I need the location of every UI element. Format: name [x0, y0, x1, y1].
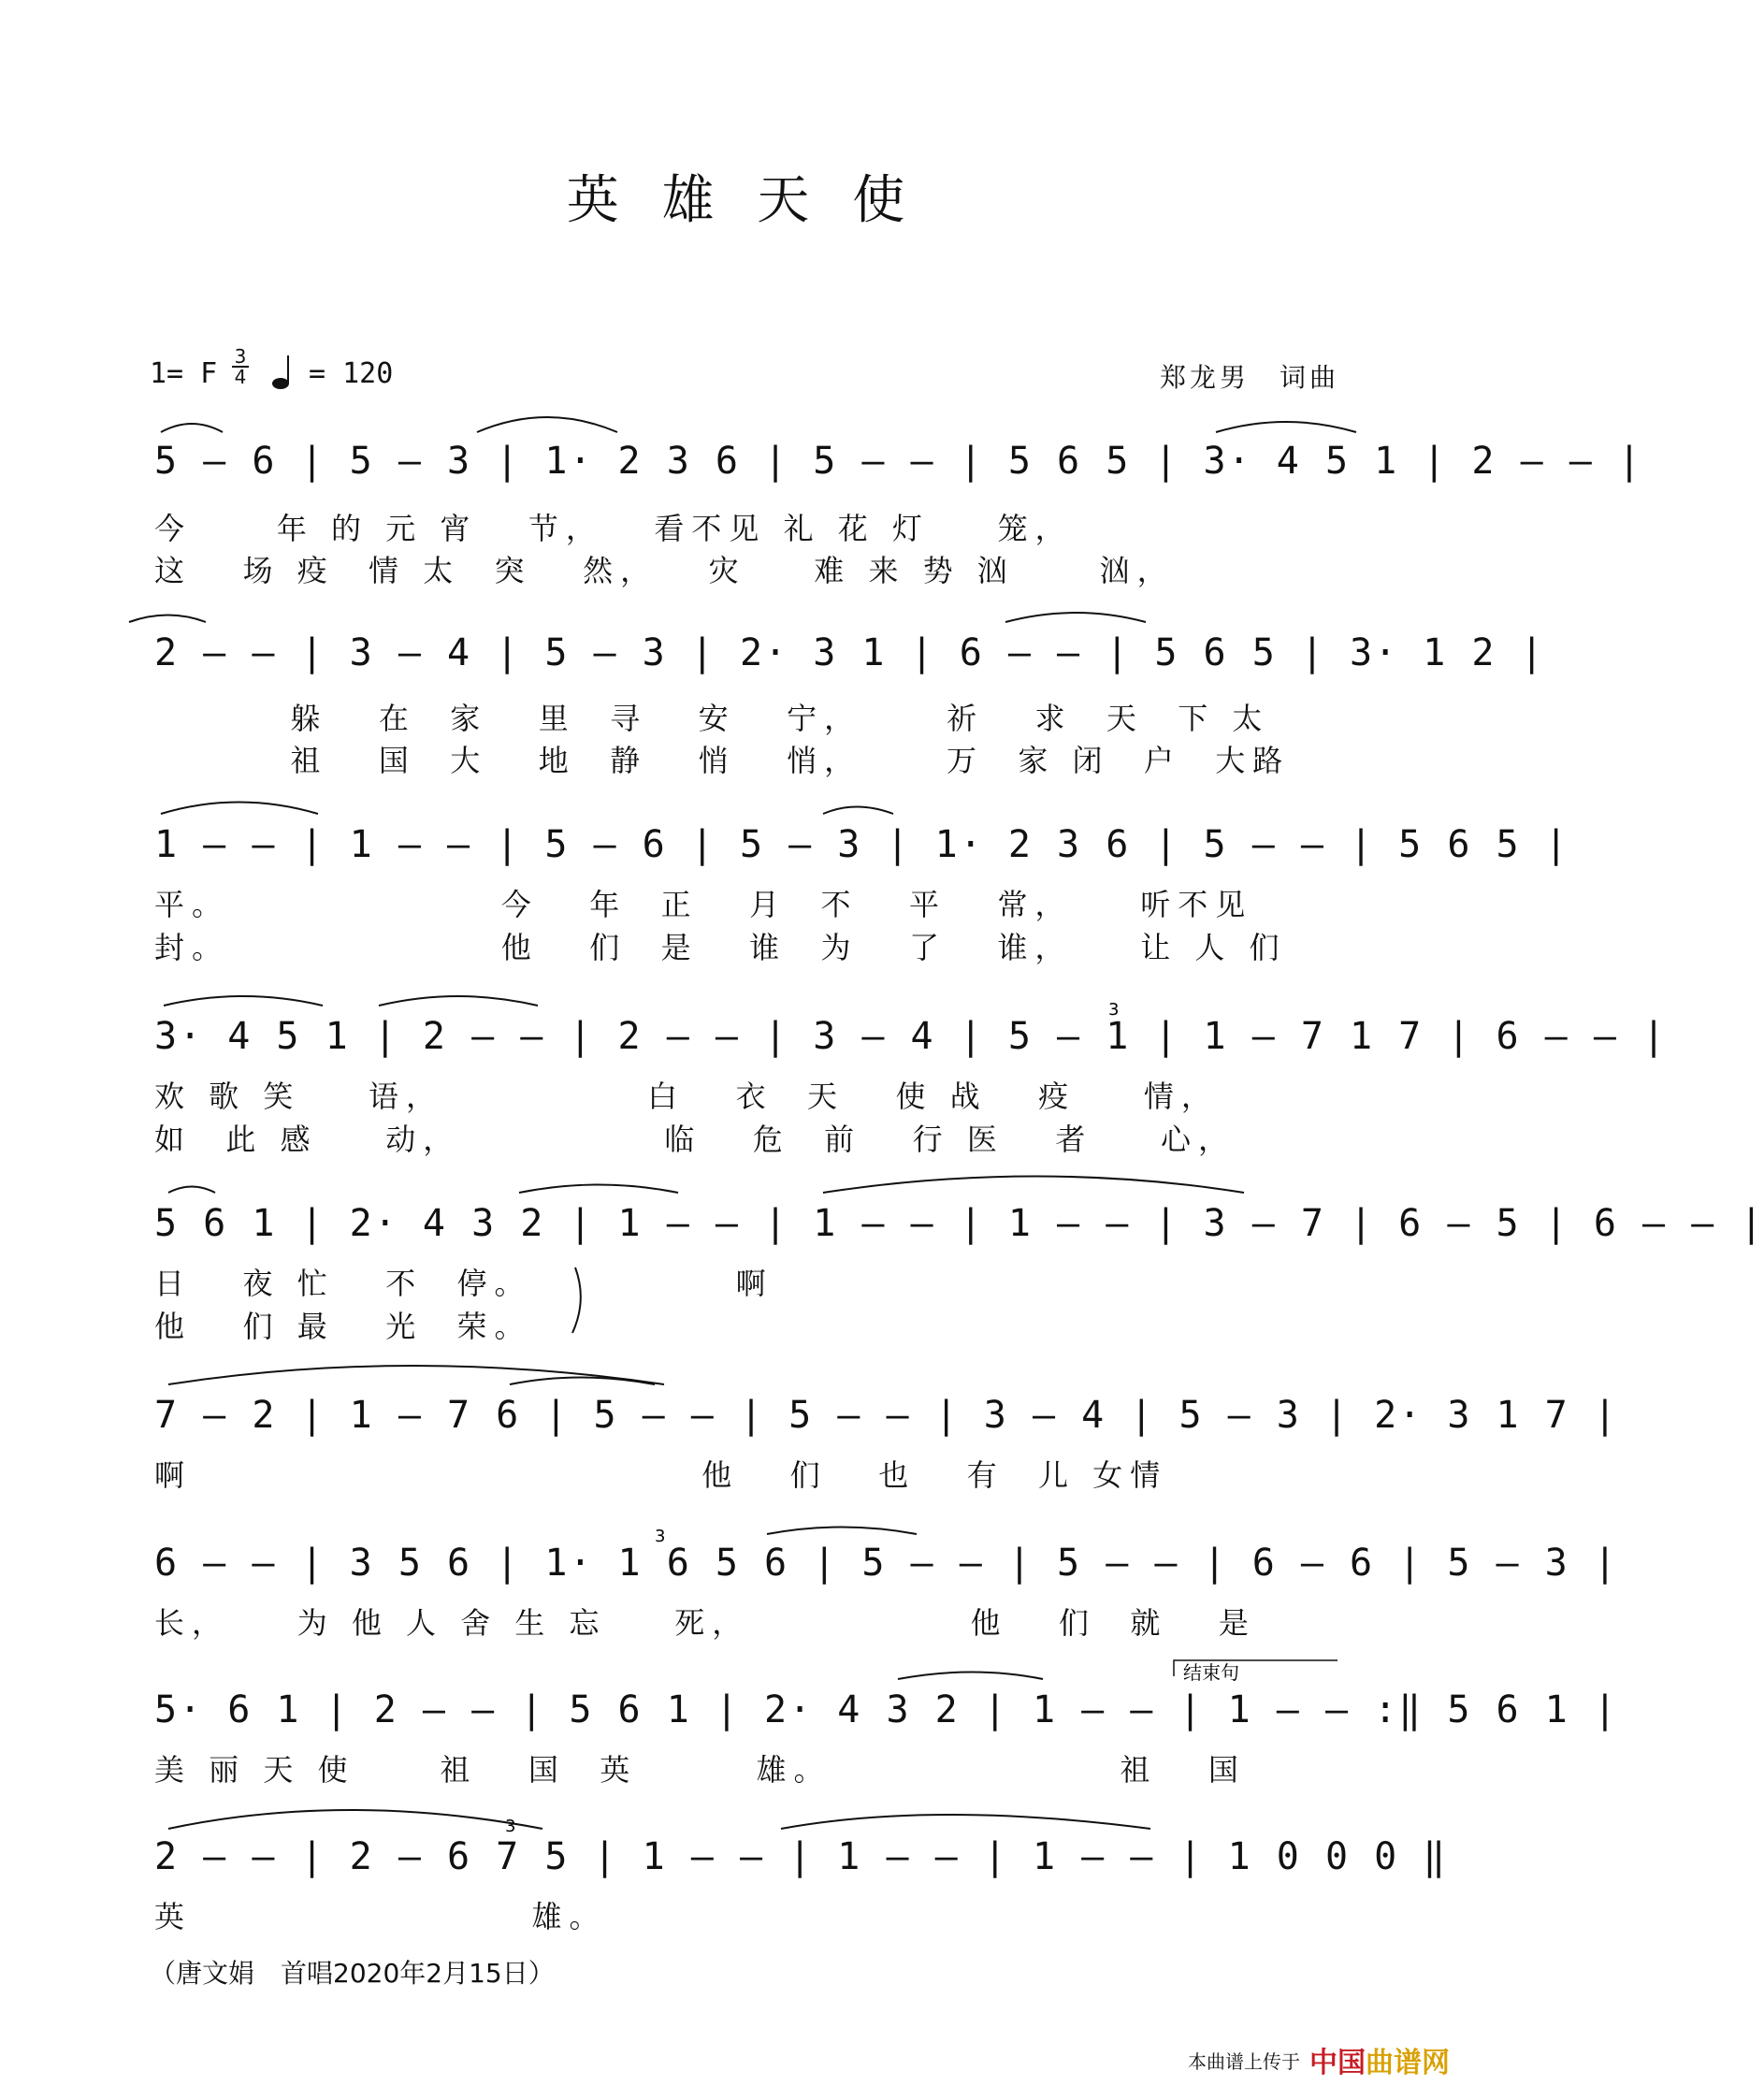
- notes-line: 2 – – | 3 – 4 | 5 – 3 | 2· 3 1 | 6 – – | 5 6 5 | 3· 1 2 |: [154, 631, 1545, 674]
- premiere-footnote: （唐文娟 首唱2020年2月15日）: [150, 1958, 555, 1989]
- site-logo: [1309, 2039, 1450, 2080]
- lyric-verse-2: 封。 他 们 是 谁 为 了 谁， 让 人 们: [154, 930, 1287, 965]
- notes-line: 5 6 1 | 2· 4 3 2 | 1 – – | 1 – – | 1 – – | 3 – 7 | 6 – 5 | 6 – – |: [154, 1202, 1764, 1245]
- time-sig-top: 3: [234, 345, 247, 368]
- lyric-verse-2: 他 们 最 光 荣。: [154, 1309, 532, 1344]
- key-signature: 1= F: [150, 357, 218, 390]
- lyric-verse-2: 这 场 疫 情 太 突 然， 灾 难 来 势 汹 汹，: [154, 553, 1175, 588]
- triplet-mark-3: 3: [505, 1817, 516, 1836]
- composer-credit: 郑龙男 词曲: [1159, 362, 1339, 393]
- notes-line: 3· 4 5 1 | 2 – – | 2 – – | 3 – 4 | 5 – 1 | 1 – 7 1 7 | 6 – – |: [154, 1015, 1668, 1058]
- time-sig-bottom: 4: [234, 366, 247, 388]
- tempo-marking: = 120: [309, 357, 394, 390]
- lyric-verse-1: 今 年 的 元 宵 节， 看不见 礼 花 灯 笼，: [154, 511, 1073, 546]
- triplet-mark-2: 3: [655, 1527, 666, 1546]
- notes-line: 2 – – | 2 – 6 7 5 | 1 – – | 1 – – | 1 – – | 1 0 0 0 ‖: [154, 1835, 1448, 1878]
- ending-label: 结束句: [1183, 1661, 1239, 1684]
- upload-text: 本曲谱上传于: [1188, 2050, 1300, 2073]
- lyric-verse-1: 英 雄。: [154, 1899, 607, 1934]
- notes-line: 5 – 6 | 5 – 3 | 1· 2 3 6 | 5 – – | 5 6 5 | 3· 4 5 1 | 2 – – |: [154, 440, 1643, 483]
- lyric-verse-1: 日 夜 忙 不 停。 啊: [154, 1266, 774, 1301]
- notes-line: 1 – – | 1 – – | 5 – 6 | 5 – 3 | 1· 2 3 6 | 5 – – | 5 6 5 |: [154, 823, 1569, 866]
- lyric-verse-1: 美 丽 天 使 祖 国 英 雄。 祖 国: [154, 1752, 1246, 1788]
- logo-main: 中国: [1309, 2047, 1366, 2079]
- lyric-verse-1: 平。 今 年 正 月 不 平 常， 听不见: [154, 887, 1253, 922]
- song-title: 英 雄 天 使: [566, 170, 918, 231]
- lyric-verse-2: 祖 国 大 地 静 悄 悄， 万 家 闭 户 大路: [154, 743, 1291, 778]
- triplet-mark-1: 3: [1108, 1000, 1120, 1020]
- lyric-verse-1: 长， 为 他 人 舍 生 忘 死， 他 们 就 是: [154, 1605, 1256, 1641]
- lyric-verse-1: 啊 他 们 也 有 儿 女情: [154, 1457, 1168, 1493]
- lyric-verse-1: 躲 在 家 里 寻 安 宁， 祈 求 天 下 太: [154, 701, 1270, 736]
- logo-accent: 曲谱网: [1366, 2047, 1450, 2079]
- lyric-verse-1: 欢 歌 笑 语， 白 衣 天 使 战 疫 情，: [154, 1079, 1219, 1114]
- notes-line: 7 – 2 | 1 – 7 6 | 5 – – | 5 – – | 3 – 4 | 5 – 3 | 2· 3 1 7 |: [154, 1394, 1618, 1437]
- notes-line: 5· 6 1 | 2 – – | 5 6 1 | 2· 4 3 2 | 1 – – | 1 – – :‖ 5 6 1 |: [154, 1688, 1618, 1731]
- notes-line: 6 – – | 3 5 6 | 1· 1 6 5 6 | 5 – – | 5 – – | 6 – 6 | 5 – 3 |: [154, 1542, 1618, 1585]
- lyric-verse-2: 如 此 感 动， 临 危 前 行 医 者 心，: [154, 1122, 1236, 1157]
